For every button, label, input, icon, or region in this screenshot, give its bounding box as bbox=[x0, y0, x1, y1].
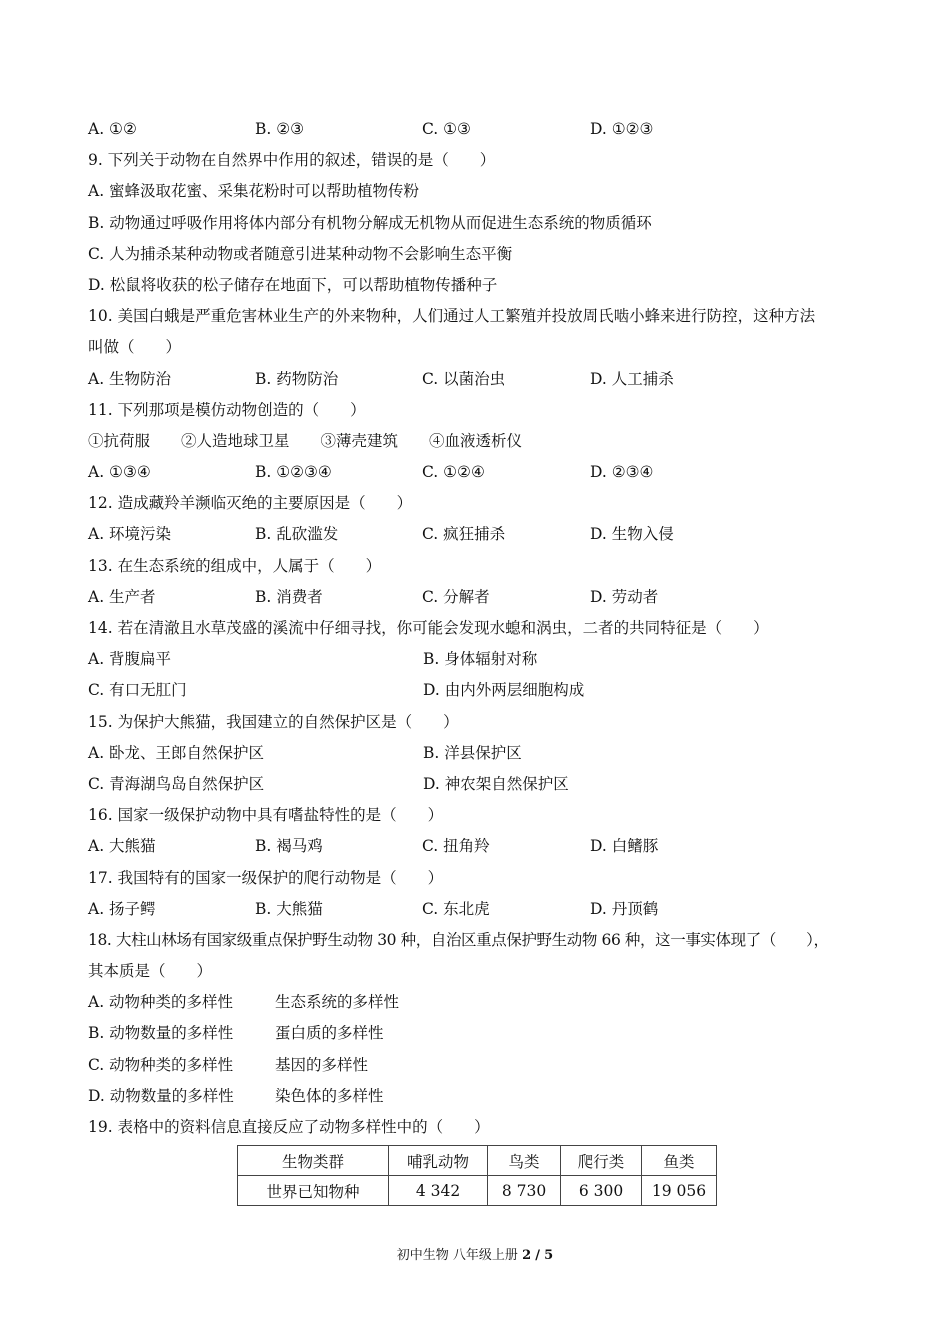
table-cell: 6 300 bbox=[561, 1176, 642, 1206]
q18-option-d bbox=[88, 1081, 868, 1112]
q9-option-b: B. 动物通过呼吸作用将体内部分有机物分解成无机物从而促进生态系统的物质循环 bbox=[88, 213, 652, 232]
page-total: 5 bbox=[544, 1248, 554, 1263]
option: D. 神农架自然保护区 bbox=[423, 774, 569, 793]
option: C. ①③ bbox=[422, 120, 471, 138]
option: B. 褐马鸡 bbox=[255, 837, 323, 856]
table-cell: 8 730 bbox=[488, 1176, 561, 1206]
option-second: 基因的多样性 bbox=[275, 1055, 369, 1074]
q13-options bbox=[88, 582, 868, 613]
q14-options-row1 bbox=[88, 644, 868, 675]
option-second: 蛋白质的多样性 bbox=[275, 1024, 384, 1043]
q15-options-row2 bbox=[88, 769, 868, 800]
option: C. 有口无肛门 bbox=[88, 681, 187, 700]
option-second: 生态系统的多样性 bbox=[275, 993, 400, 1012]
q15-options-row1 bbox=[88, 738, 868, 769]
q16-stem: 16. 国家一级保护动物中具有嗜盐特性的是（ ） bbox=[88, 806, 444, 825]
page-footer bbox=[0, 1244, 950, 1263]
q11-items: ①抗荷服 ②人造地球卫星 ③薄壳建筑 ④血液透析仪 bbox=[88, 431, 523, 450]
table-header-cell: 哺乳动物 bbox=[389, 1146, 488, 1176]
option-first: C. 动物种类的多样性 bbox=[88, 1055, 234, 1074]
q14-options-row2 bbox=[88, 675, 868, 706]
q12-stem: 12. 造成藏羚羊濒临灭绝的主要原因是（ ） bbox=[88, 494, 413, 513]
option: D. ①②③ bbox=[590, 120, 654, 138]
option: C. 青海湖鸟岛自然保护区 bbox=[88, 774, 265, 793]
option: A. 生产者 bbox=[88, 587, 156, 606]
q17-stem: 17. 我国特有的国家一级保护的爬行动物是（ ） bbox=[88, 868, 444, 887]
option-first: D. 动物数量的多样性 bbox=[88, 1086, 234, 1105]
option: C. 东北虎 bbox=[422, 899, 490, 918]
option: C. 疯狂捕杀 bbox=[422, 525, 506, 544]
table-cell: 世界已知物种 bbox=[238, 1176, 389, 1206]
q19-stem: 19. 表格中的资料信息直接反应了动物多样性中的（ ） bbox=[88, 1118, 490, 1136]
option: A. 环境污染 bbox=[88, 525, 172, 544]
table-header-row bbox=[238, 1146, 717, 1176]
q18-stem: 18. 大柱山林场有国家级重点保护野生动物 30 种，自治区重点保护野生动物 66 种，这一事实体现了（ ）， bbox=[88, 930, 829, 949]
option: D. 人工捕杀 bbox=[590, 369, 674, 388]
table-header-cell: 爬行类 bbox=[561, 1146, 642, 1176]
option: D. 丹顶鹤 bbox=[590, 899, 659, 918]
q9-option-c: C. 人为捕杀某种动物或者随意引进某种动物不会影响生态平衡 bbox=[88, 244, 513, 263]
table-header-cell: 生物类群 bbox=[238, 1146, 389, 1176]
q18-option-b bbox=[88, 1018, 868, 1049]
q9-option-d: D. 松鼠将收获的松子储存在地面下，可以帮助植物传播种子 bbox=[88, 275, 498, 294]
option: A. ①③④ bbox=[88, 463, 151, 482]
exam-page bbox=[88, 114, 868, 1206]
q12-options bbox=[88, 519, 868, 550]
option: D. ②③④ bbox=[590, 463, 654, 482]
option: A. 扬子鳄 bbox=[88, 899, 156, 918]
q8-options bbox=[88, 114, 868, 145]
footer-text: 初中生物 八年级上册 bbox=[396, 1248, 518, 1263]
option: A. 生物防治 bbox=[88, 369, 172, 388]
table-header-cell: 鱼类 bbox=[642, 1146, 717, 1176]
option: B. 药物防治 bbox=[255, 369, 339, 388]
q13-stem: 13. 在生态系统的组成中，人属于（ ） bbox=[88, 556, 382, 575]
q10-stem: 10. 美国白蛾是严重危害林业生产的外来物种，人们通过人工繁殖并投放周氏啮小蜂来进行防控，这种方法 bbox=[88, 307, 816, 326]
option: D. 白鳍豚 bbox=[590, 837, 659, 856]
option: B. 洋县保护区 bbox=[423, 743, 522, 762]
option: D. 生物入侵 bbox=[590, 525, 674, 544]
option: A. 背腹扁平 bbox=[88, 650, 172, 669]
option: A. ①② bbox=[88, 120, 137, 138]
option: B. 消费者 bbox=[255, 587, 323, 606]
option-first: B. 动物数量的多样性 bbox=[88, 1024, 234, 1043]
q18-stem-cont: 其本质是（ ） bbox=[88, 962, 213, 981]
species-table bbox=[237, 1145, 717, 1206]
option: A. 大熊猫 bbox=[88, 837, 156, 856]
q10-stem-cont: 叫做（ ） bbox=[88, 338, 182, 357]
q11-stem: 11. 下列那项是模仿动物创造的（ ） bbox=[88, 400, 366, 419]
option: D. 由内外两层细胞构成 bbox=[423, 681, 585, 700]
q18-option-c bbox=[88, 1050, 868, 1081]
q14-stem: 14. 若在清澈且水草茂盛的溪流中仔细寻找，你可能会发现水螅和涡虫，二者的共同特征是（ ） bbox=[88, 619, 769, 637]
q15-stem: 15. 为保护大熊猫，我国建立的自然保护区是（ ） bbox=[88, 712, 459, 731]
option: A. 卧龙、王郎自然保护区 bbox=[88, 743, 265, 762]
table-cell: 19 056 bbox=[642, 1176, 717, 1206]
option: B. 大熊猫 bbox=[255, 899, 323, 918]
q10-options bbox=[88, 364, 868, 395]
table-header-cell: 鸟类 bbox=[488, 1146, 561, 1176]
page-separator: / bbox=[535, 1248, 541, 1263]
option: B. ②③ bbox=[255, 120, 305, 138]
table-row bbox=[238, 1176, 717, 1206]
option: C. 以菌治虫 bbox=[422, 369, 506, 388]
option: C. 扭角羚 bbox=[422, 837, 490, 856]
q18-option-a bbox=[88, 987, 868, 1018]
option: D. 劳动者 bbox=[590, 587, 659, 606]
option: B. 身体辐射对称 bbox=[423, 650, 538, 669]
q11-options bbox=[88, 457, 868, 488]
option-second: 染色体的多样性 bbox=[275, 1086, 384, 1105]
option: B. 乱砍滥发 bbox=[255, 525, 339, 544]
q9-option-a: A. 蜜蜂汲取花蜜、采集花粉时可以帮助植物传粉 bbox=[88, 182, 420, 201]
option: C. 分解者 bbox=[422, 587, 490, 606]
table-cell: 4 342 bbox=[389, 1176, 488, 1206]
q9-stem: 9. 下列关于动物在自然界中作用的叙述，错误的是（ ） bbox=[88, 151, 496, 170]
q16-options bbox=[88, 831, 868, 862]
option: C. ①②④ bbox=[422, 463, 485, 482]
option: B. ①②③④ bbox=[255, 463, 332, 482]
q17-options bbox=[88, 894, 868, 925]
page-number: 2 bbox=[522, 1248, 532, 1263]
option-first: A. 动物种类的多样性 bbox=[88, 993, 234, 1012]
